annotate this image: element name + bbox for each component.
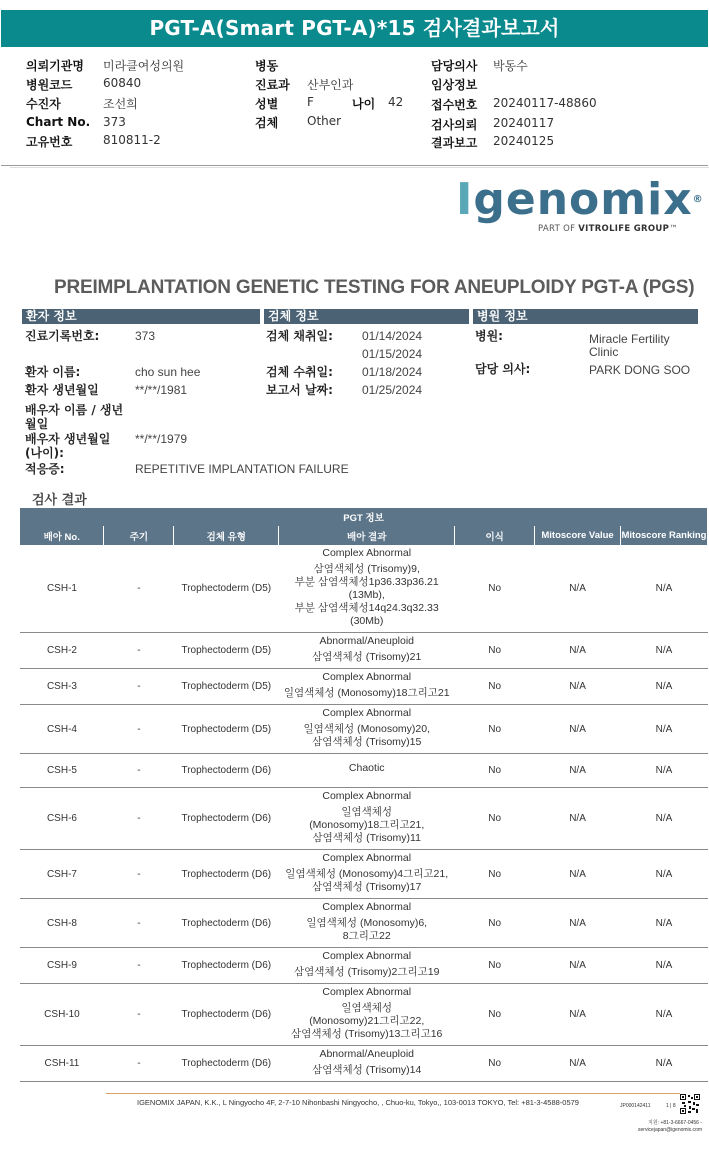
receipt-label: 접수번호 [431,98,478,112]
embryo-result-cell [279,1046,455,1082]
transfer-cell: No [455,754,535,788]
mitoscore-value-cell: N/A [535,948,621,984]
result-detail-line: 삼염색체성 (Trisomy)17 [312,881,422,893]
transfer-cell: No [455,633,535,669]
embryo-id: CSH-10 [20,984,104,1046]
results-table [20,508,708,1082]
result-summary: Complex Abnormal [322,547,412,559]
specimen-type-cell: Trophectoderm (D6) [174,850,279,899]
result-detail-line: 삼염색체성 (Trisomy)21 [312,651,422,663]
result-detail-line: 일염색체성 (Monosomy)18그리고21 [283,687,450,699]
cycle-cell: - [104,850,174,899]
column-header: 주기 [104,526,174,545]
result-detail-line: 일염색체성 (Monosomy)6, [306,917,428,929]
spouse-dob-value: **/**/1979 [135,432,188,446]
ward-label: 병동 [255,59,279,73]
institution-label: 의뢰기관명 [26,59,84,73]
sex-value: F [307,95,314,109]
embryo-result-cell [279,545,455,633]
cycle-cell: - [104,754,174,788]
document-title: PREIMPLANTATION GENETIC TESTING FOR ANEUPLOIDY PGT-A (PGS) [54,277,695,298]
specimen-type-cell: Trophectoderm (D5) [174,633,279,669]
transfer-cell: No [455,545,535,633]
result-detail-line: 삼염색체성 (Trisomy)9, [313,563,420,575]
footer-divider [106,1093,680,1094]
embryo-result-cell [279,899,455,948]
table-column-headers [20,526,708,545]
mitoscore-value-cell: N/A [535,633,621,669]
table-row [20,633,708,669]
patient-label: 수진자 [26,97,61,111]
mitoscore-ranking-cell: N/A [621,1046,708,1082]
receipt-value: 20240117-48860 [493,96,597,110]
result-detail-line: (30Mb) [350,615,384,627]
results-table-body [20,545,708,1082]
result-summary: Complex Abnormal [322,986,412,998]
patient-name-value: cho sun hee [135,365,201,379]
receive-date-value: 01/18/2024 [362,365,423,379]
result-detail-line: 일염색체성 [341,1002,393,1014]
column-header: 배아 결과 [279,526,455,545]
transfer-cell: No [455,1046,535,1082]
table-row [20,850,708,899]
specimen-type-cell: Trophectoderm (D5) [174,705,279,754]
receive-date-label: 검체 수취일: [266,365,333,379]
table-row [20,754,708,788]
hospital-value-line2: Clinic [589,345,619,359]
specimen-info-header: 검체 정보 [264,309,469,324]
column-header: 이식 [455,526,535,545]
mitoscore-ranking-cell: N/A [621,788,708,850]
result-detail-line: 삼염색체성 (Trisomy)14 [312,1064,422,1076]
embryo-result-cell [279,633,455,669]
request-label: 검사의뢰 [431,118,478,132]
result-summary: Complex Abnormal [322,950,412,962]
embryo-id: CSH-9 [20,948,104,984]
record-value: 373 [135,329,156,343]
hospital-value-line1: Miracle Fertility [589,332,670,346]
result-detail-line: 삼염색체성 (Trisomy)15 [312,736,422,748]
result-detail-line: 일염색체성 (Monosomy)4그리고21, [285,868,449,880]
specimen-type-cell: Trophectoderm (D5) [174,545,279,633]
footer-page-number: 1 | 8 [666,1103,676,1109]
results-heading: 검사 결과 [32,493,87,508]
patient-info-header: 환자 정보 [22,309,260,324]
column-header: Mitoscore Ranking [621,526,708,545]
table-row [20,788,708,850]
patient-name-label: 환자 이름: [25,365,81,379]
mitoscore-value-cell: N/A [535,788,621,850]
column-header: Mitoscore Value [535,526,621,545]
doctor-value: 박동수 [493,59,528,73]
transfer-cell: No [455,984,535,1046]
header-divider [1,165,708,166]
hospital-info-header: 병원 정보 [473,309,698,324]
dept-label: 진료과 [255,78,290,92]
result-detail-line: (13Mb), [348,589,385,601]
cycle-cell: - [104,948,174,984]
result-detail-line: (Monosomy)18그리고21, [309,819,425,831]
indication-value: REPETITIVE IMPLANTATION FAILURE [135,462,349,476]
mitoscore-value-cell: N/A [535,754,621,788]
result-detail-line: 8그리고22 [342,930,391,942]
embryo-result-cell [279,984,455,1046]
footer-code: JP000142411 [620,1103,651,1109]
transfer-cell: No [455,850,535,899]
unique-label: 고유번호 [26,135,73,149]
table-row [20,1046,708,1082]
mitoscore-ranking-cell: N/A [621,754,708,788]
mitoscore-value-cell: N/A [535,545,621,633]
specimen-type-cell: Trophectoderm (D6) [174,899,279,948]
institution-value: 미라클여성의원 [103,59,185,73]
attending-doctor-value: PARK DONG SOO [589,363,691,377]
mitoscore-value-cell: N/A [535,705,621,754]
hospital-code-label: 병원코드 [26,78,73,92]
specimen-type-cell: Trophectoderm (D5) [174,669,279,705]
result-summary: Complex Abnormal [322,790,412,802]
result-summary: Chaotic [348,761,385,774]
embryo-id: CSH-11 [20,1046,104,1082]
specimen-type-cell: Trophectoderm (D6) [174,984,279,1046]
report-value: 20240125 [493,134,555,148]
transfer-cell: No [455,788,535,850]
result-summary: Complex Abnormal [322,707,412,719]
result-summary: Complex Abnormal [322,671,412,683]
mitoscore-value-cell: N/A [535,850,621,899]
embryo-id: CSH-1 [20,545,104,633]
cycle-cell: - [104,984,174,1046]
mitoscore-ranking-cell: N/A [621,850,708,899]
table-group-header: PGT 정보 [20,508,708,526]
embryo-result-cell [279,788,455,850]
result-detail-line: 부분 삼염색체성1p36.33p36.21 [294,576,439,588]
mitoscore-ranking-cell: N/A [621,669,708,705]
igenomix-logo [456,174,704,238]
table-row [20,899,708,948]
embryo-id: CSH-4 [20,705,104,754]
specimen-type-cell: Trophectoderm (D6) [174,788,279,850]
embryo-id: CSH-7 [20,850,104,899]
table-row [20,669,708,705]
embryo-id: CSH-3 [20,669,104,705]
cycle-cell: - [104,1046,174,1082]
spouse-name-label: 배우자 이름 / 생년월일 [25,403,124,431]
mitoscore-value-cell: N/A [535,1046,621,1082]
cycle-cell: - [104,633,174,669]
hospital-label: 병원: [475,329,503,343]
result-detail-line: 부분 삼염색체성14q24.3q32.33 [294,602,439,614]
mitoscore-ranking-cell: N/A [621,948,708,984]
mitoscore-ranking-cell: N/A [621,899,708,948]
request-value: 20240117 [493,116,555,130]
result-detail-line: 삼염색체성 (Trisomy)2그리고19 [293,966,440,978]
transfer-cell: No [455,705,535,754]
age-label: 나이 [352,97,376,111]
result-summary: Complex Abnormal [322,901,412,913]
table-row [20,984,708,1046]
report-date-value: 01/25/2024 [362,383,423,397]
footer-address: IGENOMIX JAPAN, K.K., L Ningyocho 4F, 2-7-10 Nihonbashi Ningyocho, , Chuo-ku, Tokyo,, 103-0013 TOKYO, Tel: +81-3-4588-0579 [137,1098,579,1107]
record-label: 진료기록번호: [25,329,100,343]
embryo-result-cell [279,850,455,899]
collect-date-label: 검체 채취일: [266,329,333,343]
embryo-id: CSH-6 [20,788,104,850]
column-header: 검체 유형 [174,526,279,545]
result-summary: Abnormal/Aneuploid [319,1048,414,1060]
result-summary: Complex Abnormal [322,852,412,864]
embryo-id: CSH-5 [20,754,104,788]
result-summary: Abnormal/Aneuploid [319,635,414,647]
dept-value: 산부인과 [307,78,354,92]
patient-value: 조선희 [103,97,138,111]
result-detail-line: 일염색체성 [341,806,393,818]
embryo-result-cell [279,669,455,705]
specimen-value: Other [307,114,342,128]
patient-dob-label: 환자 생년월일 [25,383,99,397]
cycle-cell: - [104,899,174,948]
result-detail-line: 삼염색체성 (Trisomy)11 [312,832,421,844]
result-detail-line: (Monosomy)21그리고22, [309,1015,425,1027]
age-value: 42 [388,95,404,109]
result-detail-line: 삼염색체성 (Trisomy)13그리고16 [291,1028,443,1040]
table-row [20,948,708,984]
result-detail-line: 일염색체성 (Monosomy)20, [303,723,431,735]
embryo-result-cell [279,754,455,788]
cycle-cell: - [104,669,174,705]
mitoscore-value-cell: N/A [535,669,621,705]
unique-value: 810811-2 [103,133,161,147]
mitoscore-ranking-cell: N/A [621,633,708,669]
transfer-cell: No [455,948,535,984]
mitoscore-value-cell: N/A [535,984,621,1046]
attending-doctor-label: 담당 의사: [475,362,531,376]
specimen-type-cell: Trophectoderm (D6) [174,1046,279,1082]
embryo-result-cell [279,948,455,984]
transfer-cell: No [455,669,535,705]
chart-value: 373 [103,115,126,129]
collect-date-2: 01/15/2024 [362,347,423,361]
embryo-id: CSH-2 [20,633,104,669]
logo-wordmark: Igenomix® [456,174,704,225]
table-row [20,705,708,754]
column-header: 배아 No. [20,526,104,545]
table-row [20,545,708,633]
specimen-type-cell: Trophectoderm (D6) [174,754,279,788]
report-title: PGT-A(Smart PGT-A)*15 검사결과보고서 [1,10,708,47]
report-label: 결과보고 [431,136,478,150]
specimen-type-cell: Trophectoderm (D6) [174,948,279,984]
mitoscore-ranking-cell: N/A [621,984,708,1046]
logo-subtitle: PART OF VITROLIFE GROUP™ [538,224,678,234]
mitoscore-ranking-cell: N/A [621,545,708,633]
embryo-id: CSH-8 [20,899,104,948]
collect-date-1: 01/14/2024 [362,329,423,343]
cycle-cell: - [104,705,174,754]
hospital-code-value: 60840 [103,76,142,90]
chart-label: Chart No. [26,115,91,129]
embryo-result-cell [279,705,455,754]
qr-code-icon [680,1094,700,1114]
clinical-label: 임상정보 [431,78,478,92]
cycle-cell: - [104,545,174,633]
mitoscore-ranking-cell: N/A [621,705,708,754]
doctor-label: 담당의사 [431,59,478,73]
specimen-label: 검체 [255,116,279,130]
footer-contact: 지원: +81-3-6667-0456 - servicejapan@igenomix.com [638,1120,702,1133]
report-date-label: 보고서 날짜: [266,383,333,397]
cycle-cell: - [104,788,174,850]
transfer-cell: No [455,899,535,948]
indication-label: 적응증: [25,462,65,476]
patient-dob-value: **/**/1981 [135,383,188,397]
spouse-dob-label: 배우자 생년월일 (나이): [25,432,111,460]
sex-label: 성별 [255,97,279,111]
mitoscore-value-cell: N/A [535,899,621,948]
